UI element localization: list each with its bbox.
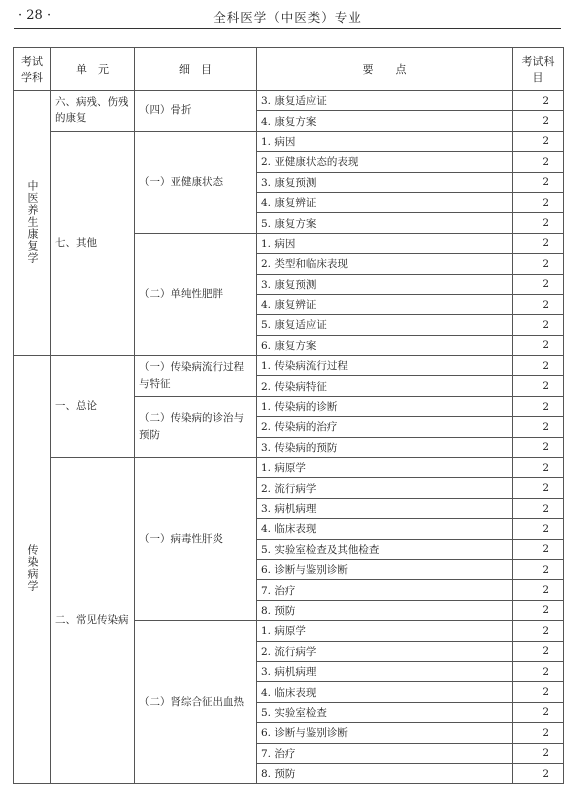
level-cell: 2 [513, 417, 564, 437]
col-header-subject: 考试学科 [14, 48, 51, 91]
point-cell: 6. 诊断与鉴别诊断 [257, 559, 513, 579]
col-header-unit: 单 元 [51, 48, 135, 91]
level-cell: 2 [513, 559, 564, 579]
col-header-detail: 细 目 [135, 48, 257, 91]
level-cell: 2 [513, 335, 564, 355]
level-cell: 2 [513, 91, 564, 111]
point-cell: 2. 传染病特征 [257, 376, 513, 396]
level-cell: 2 [513, 519, 564, 539]
level-cell: 2 [513, 274, 564, 294]
level-cell: 2 [513, 682, 564, 702]
level-cell: 2 [513, 356, 564, 376]
point-cell: 2. 传染病的治疗 [257, 417, 513, 437]
level-cell: 2 [513, 621, 564, 641]
point-cell: 5. 康复适应证 [257, 315, 513, 335]
point-cell: 4. 临床表现 [257, 682, 513, 702]
table-row [14, 458, 564, 478]
level-cell: 2 [513, 315, 564, 335]
level-cell: 2 [513, 702, 564, 722]
level-cell: 2 [513, 254, 564, 274]
syllabus-table [13, 47, 564, 784]
header-rule [14, 28, 561, 29]
point-cell: 1. 病因 [257, 233, 513, 253]
level-cell: 2 [513, 600, 564, 620]
level-cell: 2 [513, 641, 564, 661]
detail-cell: （二）单纯性肥胖 [135, 233, 257, 355]
point-cell: 8. 预防 [257, 763, 513, 783]
point-cell: 2. 类型和临床表现 [257, 254, 513, 274]
level-cell: 2 [513, 458, 564, 478]
subject-cell [14, 356, 51, 784]
level-cell: 2 [513, 396, 564, 416]
level-cell: 2 [513, 539, 564, 559]
point-cell: 2. 亚健康状态的表现 [257, 152, 513, 172]
point-cell: 7. 治疗 [257, 743, 513, 763]
page-number: · 28 · [18, 8, 52, 23]
level-cell: 2 [513, 743, 564, 763]
level-cell: 2 [513, 152, 564, 172]
point-cell: 3. 康复预测 [257, 172, 513, 192]
level-cell: 2 [513, 498, 564, 518]
level-cell: 2 [513, 437, 564, 457]
point-cell: 2. 流行病学 [257, 641, 513, 661]
point-cell: 5. 康复方案 [257, 213, 513, 233]
point-cell: 5. 实验室检查 [257, 702, 513, 722]
detail-cell: （二）传染病的诊治与预防 [135, 396, 257, 457]
point-cell: 1. 传染病流行过程 [257, 356, 513, 376]
level-cell: 2 [513, 723, 564, 743]
level-cell: 2 [513, 661, 564, 681]
point-cell: 4. 临床表现 [257, 519, 513, 539]
level-cell: 2 [513, 213, 564, 233]
unit-cell: 一、总论 [51, 356, 135, 458]
level-cell: 2 [513, 294, 564, 314]
table-header-row [14, 48, 564, 91]
unit-cell: 七、其他 [51, 131, 135, 355]
level-cell: 2 [513, 478, 564, 498]
point-cell: 6. 诊断与鉴别诊断 [257, 723, 513, 743]
level-cell: 2 [513, 763, 564, 783]
detail-cell: （一）病毒性肝炎 [135, 458, 257, 621]
point-cell: 1. 病原学 [257, 621, 513, 641]
table-row [14, 91, 564, 111]
point-cell: 1. 病因 [257, 131, 513, 151]
point-cell: 3. 病机病理 [257, 661, 513, 681]
level-cell: 2 [513, 111, 564, 131]
point-cell: 1. 传染病的诊断 [257, 396, 513, 416]
point-cell: 5. 实验室检查及其他检查 [257, 539, 513, 559]
level-cell: 2 [513, 192, 564, 212]
unit-cell: 二、常见传染病 [51, 458, 135, 784]
point-cell: 4. 康复方案 [257, 111, 513, 131]
point-cell: 7. 治疗 [257, 580, 513, 600]
level-cell: 2 [513, 172, 564, 192]
detail-cell: （二）肾综合征出血热 [135, 621, 257, 784]
point-cell: 6. 康复方案 [257, 335, 513, 355]
level-cell: 2 [513, 233, 564, 253]
point-cell: 4. 康复辨证 [257, 294, 513, 314]
page-header [14, 8, 561, 28]
level-cell: 2 [513, 580, 564, 600]
subject-cell [14, 91, 51, 356]
page-title: 全科医学（中医类）专业 [213, 10, 362, 25]
subject-cell-text: 传染病学 [26, 544, 40, 593]
table-row [14, 131, 564, 151]
point-cell: 3. 康复适应证 [257, 91, 513, 111]
point-cell: 3. 传染病的预防 [257, 437, 513, 457]
point-cell: 3. 康复预测 [257, 274, 513, 294]
point-cell: 2. 流行病学 [257, 478, 513, 498]
subject-cell-text: 中医养生康复学 [26, 179, 40, 264]
col-header-level: 考试科目 [513, 48, 564, 91]
level-cell: 2 [513, 376, 564, 396]
point-cell: 3. 病机病理 [257, 498, 513, 518]
point-cell: 8. 预防 [257, 600, 513, 620]
level-cell: 2 [513, 131, 564, 151]
table-row [14, 356, 564, 376]
point-cell: 1. 病原学 [257, 458, 513, 478]
detail-cell: （一）传染病流行过程与特征 [135, 356, 257, 397]
col-header-points: 要 点 [257, 48, 513, 91]
detail-cell: （四）骨折 [135, 91, 257, 132]
unit-cell: 六、病残、伤残的康复 [51, 91, 135, 132]
point-cell: 4. 康复辨证 [257, 192, 513, 212]
detail-cell: （一）亚健康状态 [135, 131, 257, 233]
